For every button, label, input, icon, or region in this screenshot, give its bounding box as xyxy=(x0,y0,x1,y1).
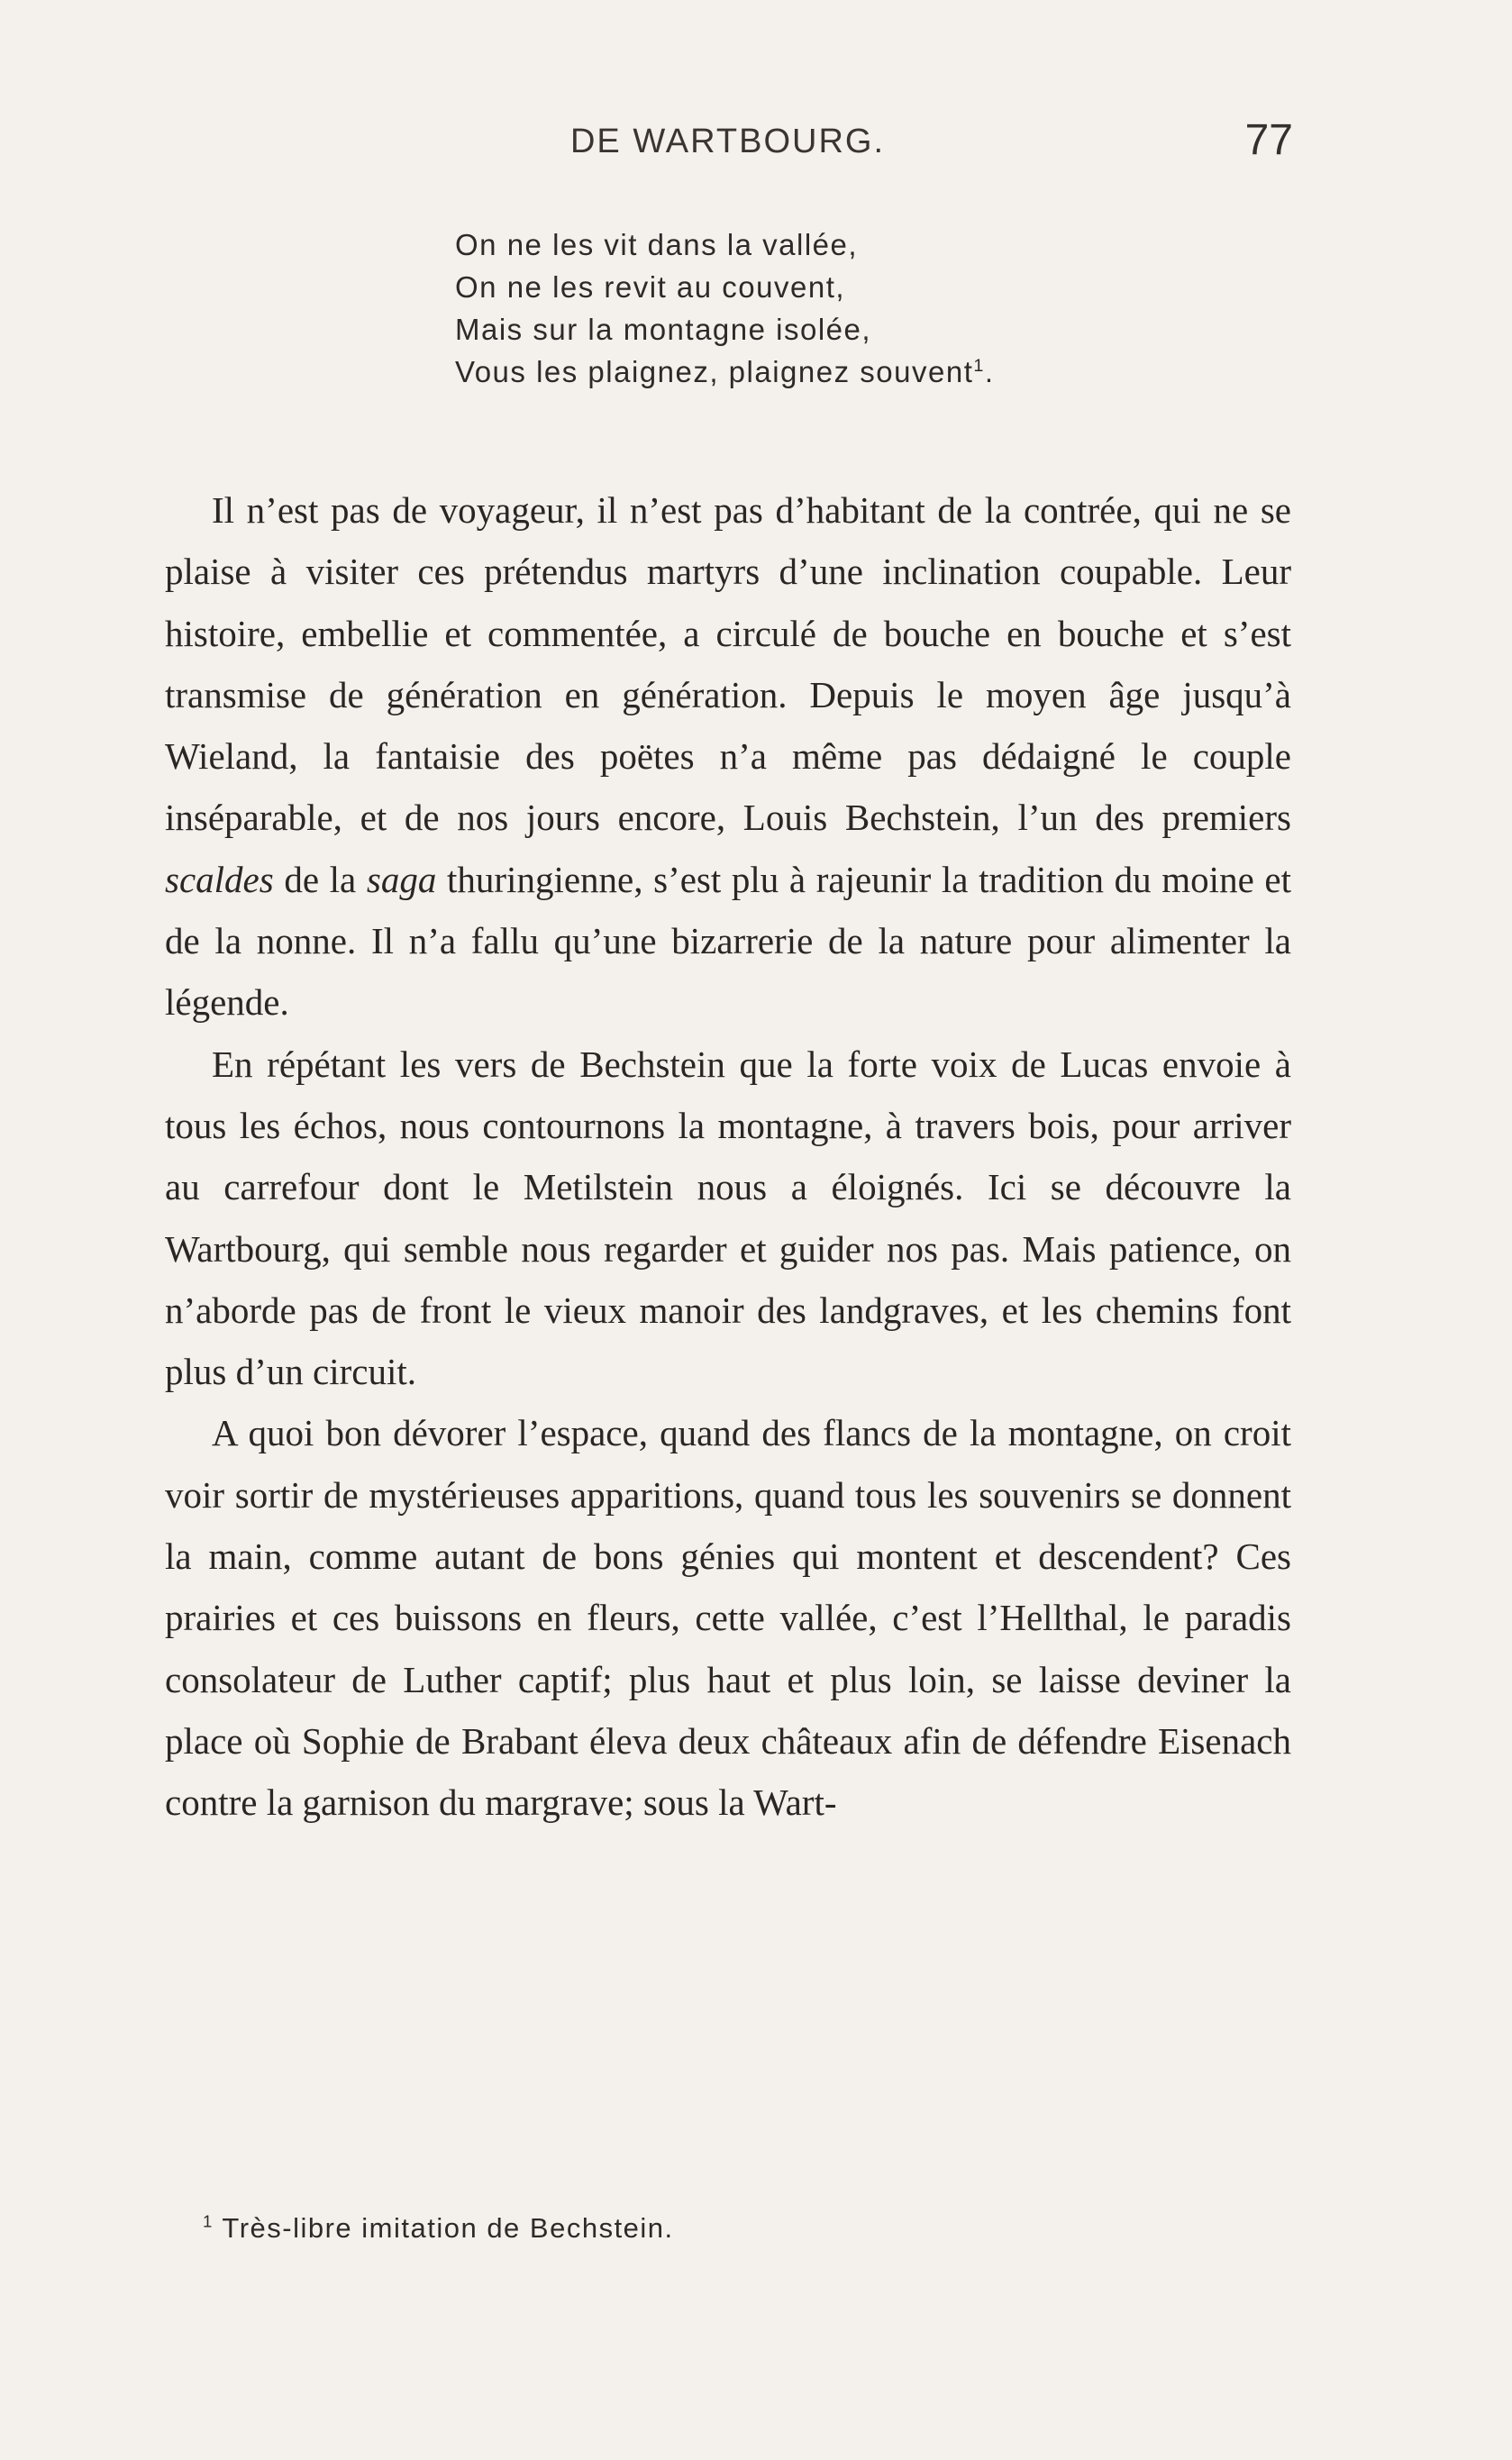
italic-term-saga: saga xyxy=(366,858,437,900)
paragraph-2: En répétant les vers de Bechstein que la forte voix de Lucas envoie à tous les échos, nous contournons la montagne, à travers bois, pour arriver au carrefour dont le Metilstein nous a éloignés. Ici se découvre la Wartbourg, qui semble nous regarder et guider nos pas. Mais patience, on n’aborde pas de front le vieux manoir des landgraves, et les chemins font plus d’un circuit. xyxy=(165,1043,1291,1393)
footnote-reference: 1 xyxy=(973,356,985,376)
verse-line-last xyxy=(455,351,1086,393)
verse-final-punctuation: . xyxy=(984,355,995,388)
verse-line: Mais sur la montagne isolée, xyxy=(455,313,872,346)
italic-term-scaldes: scaldes xyxy=(165,858,274,900)
verse-line: On ne les revit au couvent, xyxy=(455,270,846,304)
paragraph-1-text: thuringienne, s’est plu à rajeunir la tradition du moine et de la nonne. Il n’a fallu qu’une bizarrerie de la nature pour alimenter la légende. xyxy=(165,858,1291,1024)
page-number: 77 xyxy=(1244,116,1293,164)
verse-stanza xyxy=(455,223,1086,393)
paragraph-3: A quoi bon dévorer l’espace, quand des flancs de la montagne, on croit voir sortir de mystérieuses apparitions, quand tous les souvenirs se donnent la main, comme autant de bons génies qui montent et descendent? Ces prairies et ces buissons en fleurs, cette vallée, c’est l’Hellthal, le paradis consolateur de Luther captif; plus haut et plus loin, se laisse deviner la place où Sophie de Brabant éleva deux châteaux afin de défendre Eisenach contre la garnison du margrave; sous la Wart- xyxy=(165,1412,1291,1824)
footnote-number: 1 xyxy=(203,2211,214,2231)
verse-line: On ne les vit dans la vallée, xyxy=(455,228,859,261)
footnote-text: Très-libre imitation de Bechstein. xyxy=(222,2212,674,2244)
paragraph-1-text: Il n’est pas de voyageur, il n’est pas d’habitant de la contrée, qui ne se plaise à visiter ces prétendus martyrs d’une inclination coupable. Leur histoire, embellie et commentée, a circulé de bouche en bouche et s’est transmise de génération en génération. Depuis le moyen âge jusqu’à Wieland, la fantaisie des poëtes n’a même pas dédaigné le couple inséparable, et de nos jours encore, Louis Bechstein, l’un des premiers xyxy=(165,489,1291,839)
paragraph-1 xyxy=(165,479,1291,1034)
running-head xyxy=(162,115,1293,169)
verse-line-text: Vous les plaignez, plaignez souvent xyxy=(455,355,974,388)
paragraph-1-text: de la xyxy=(273,858,367,900)
body-text xyxy=(165,479,1291,1834)
footnote xyxy=(203,2212,1194,2245)
running-title: DE WARTBOURG. xyxy=(569,123,886,160)
